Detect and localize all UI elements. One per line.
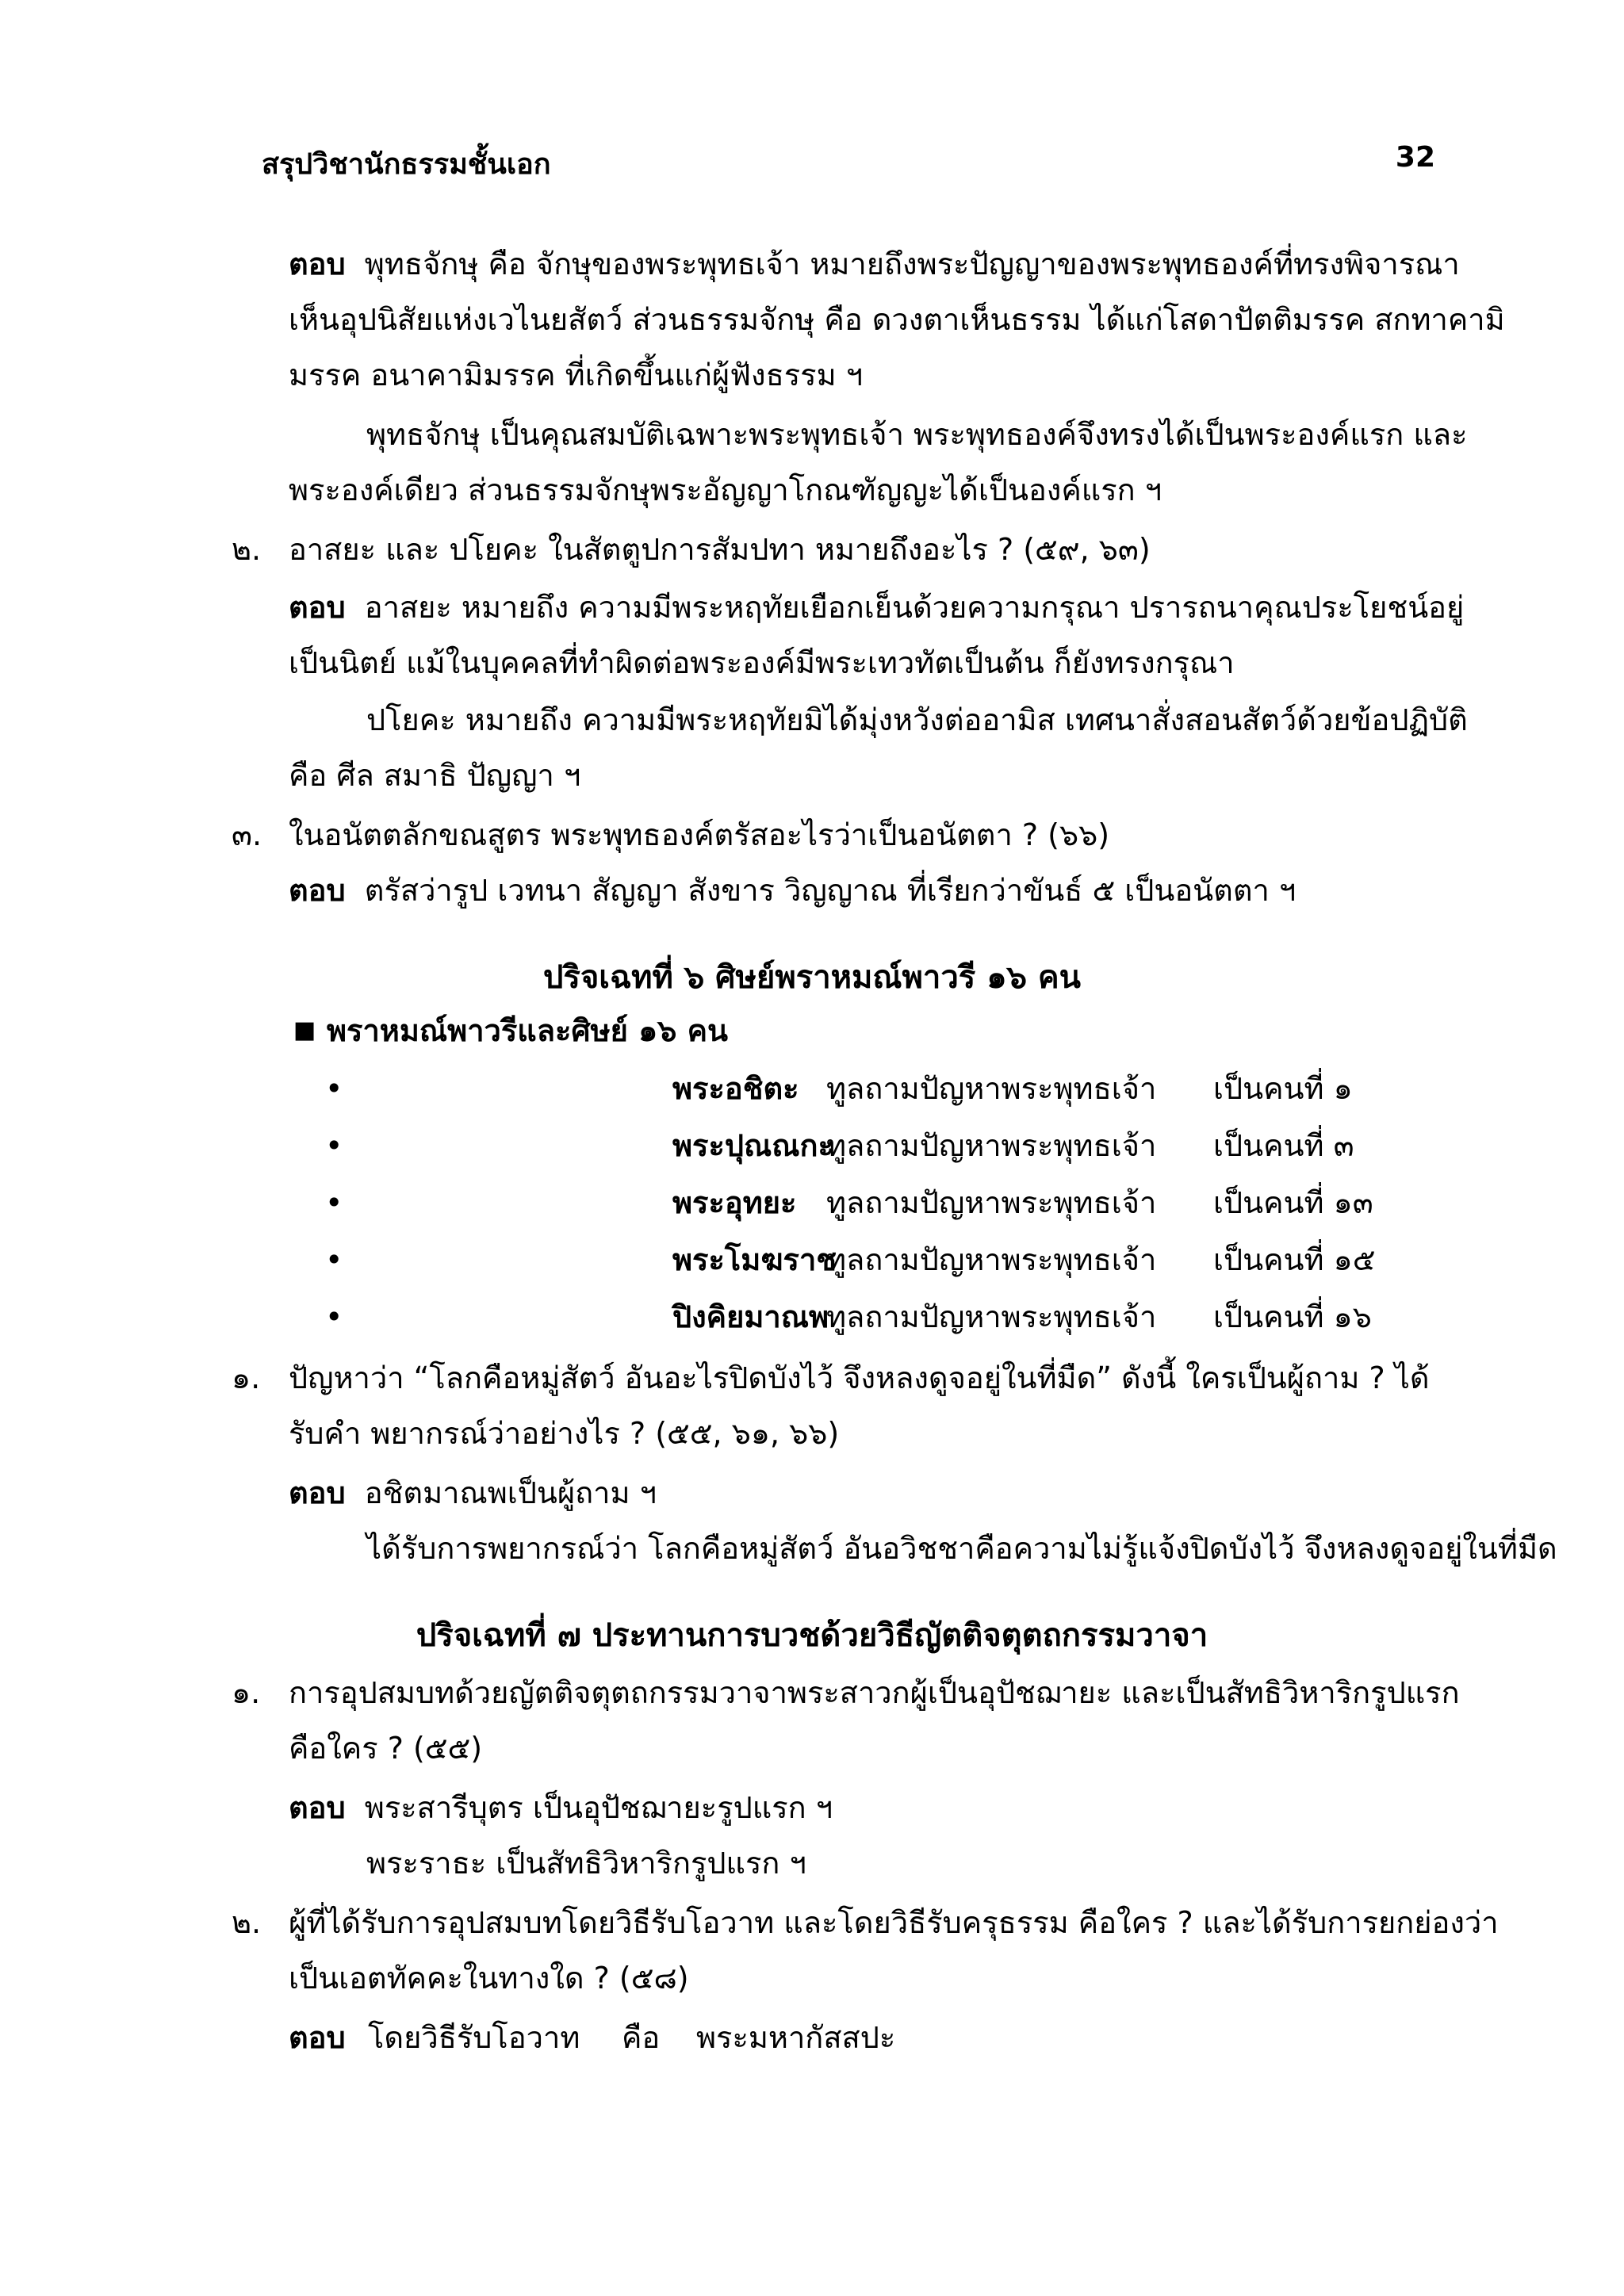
answer-text: ปโยคะ หมายถึง ความมีพระหฤทัยมิได้มุ่งหวังต่ออามิส เทศนาสั่งสอนสัตว์ด้วยข้อปฏิบัติ bbox=[366, 702, 1468, 737]
chapter-7-heading: ปริจเฉทที่ ๗ ประทานการบวชด้วยวิธีญัตติจตุตถกรรมวาจา bbox=[416, 1617, 1208, 1654]
student-order: เป็นคนที่ ๑๖ bbox=[1213, 1299, 1372, 1334]
student-question: ทูลถามปัญหาพระพุทธเจ้า bbox=[826, 1242, 1157, 1277]
list-item bbox=[325, 1181, 1373, 1225]
answer-label: ตอบ bbox=[289, 873, 346, 908]
list-item bbox=[325, 1123, 1354, 1168]
student-question: ทูลถามปัญหาพระพุทธเจ้า bbox=[826, 1071, 1157, 1106]
answer-person: พระมหากัสสปะ bbox=[696, 2020, 896, 2055]
bullet-icon: • bbox=[325, 1299, 343, 1334]
student-order: เป็นคนที่ ๑๓ bbox=[1213, 1185, 1373, 1220]
page-number: 32 bbox=[1395, 141, 1435, 174]
student-name: พระปุณณกะ bbox=[672, 1128, 834, 1163]
bullet-icon: • bbox=[325, 1128, 343, 1163]
answer-text: พระราธะ เป็นสัทธิวิหาริกรูปแรก ฯ bbox=[366, 1846, 806, 1881]
answer-text: เป็นนิตย์ แม้ในบุคคลที่ทำผิดต่อพระองค์มีพระเทวทัตเป็นต้น ก็ยังทรงกรุณา bbox=[289, 645, 1235, 680]
answer-text: พุทธจักษุ เป็นคุณสมบัติเฉพาะพระพุทธเจ้า พระพุทธองค์จึงทรงได้เป็นพระองค์แรก และ bbox=[366, 417, 1468, 452]
bullet-icon: • bbox=[325, 1242, 343, 1277]
answer-line bbox=[289, 585, 1464, 629]
answer-text: ตรัสว่ารูป เวทนา สัญญา สังขาร วิญญาณ ที่เรียกว่าขันธ์ ๕ เป็นอนัตตา ฯ bbox=[364, 873, 1297, 908]
answer-text: มรรค อนาคามิมรรค ที่เกิดขึ้นแก่ผู้ฟังธรรม ฯ bbox=[289, 358, 864, 392]
answer-text: ได้รับการพยากรณ์ว่า โลกคือหมู่สัตว์ อันอวิชชาคือความไม่รู้แจ้งปิดบังไว้ จึงหลงดูจอยู่ในที่มืด bbox=[366, 1531, 1557, 1566]
answer-label: ตอบ bbox=[289, 1790, 346, 1825]
question-number: ๓. bbox=[232, 817, 262, 852]
answer-label: ตอบ bbox=[289, 590, 346, 625]
answer-text: เห็นอุปนิสัยแห่งเวไนยสัตว์ ส่วนธรรมจักษุ คือ ดวงตาเห็นธรรม ได้แก่โสดาปัตติมรรค สกทาคามิ bbox=[289, 302, 1505, 337]
question-number: ๒. bbox=[232, 532, 262, 567]
student-name: พระโมฆราช bbox=[672, 1242, 837, 1277]
bullet-icon: • bbox=[325, 1071, 343, 1106]
answer-text: อาสยะ หมายถึง ความมีพระหฤทัยเยือกเย็นด้วยความกรุณา ปรารถนาคุณประโยชน์อยู่ bbox=[364, 590, 1465, 625]
bullet-icon: • bbox=[325, 1185, 343, 1220]
question-text: รับคำ พยากรณ์ว่าอย่างไร ? (๕๕, ๖๑, ๖๖) bbox=[289, 1416, 840, 1451]
answer-text: คือ ศีล สมาธิ ปัญญา ฯ bbox=[289, 758, 581, 793]
question-text: เป็นเอตทัคคะในทางใด ? (๕๘) bbox=[289, 1961, 689, 1996]
answer-method: โดยวิธีรับโอวาท bbox=[368, 2020, 580, 2055]
answer-line bbox=[289, 868, 1296, 913]
question-text: คือใคร ? (๕๕) bbox=[289, 1731, 483, 1766]
list-item bbox=[325, 1295, 1372, 1339]
answer-label: ตอบ bbox=[289, 1475, 346, 1510]
student-question: ทูลถามปัญหาพระพุทธเจ้า bbox=[826, 1128, 1157, 1163]
answer-text: พระสารีบุตร เป็นอุปัชฌายะรูปแรก ฯ bbox=[364, 1790, 833, 1825]
running-header-title: สรุปวิชานักธรรมชั้นเอก bbox=[262, 148, 551, 181]
question-number: ๑. bbox=[232, 1360, 261, 1395]
chapter-6-subheading: พราหมณ์พาวรีและศิษย์ ๑๖ คน bbox=[327, 1013, 729, 1048]
answer-text: พุทธจักษุ คือ จักษุของพระพุทธเจ้า หมายถึงพระปัญญาของพระพุทธองค์ที่ทรงพิจารณา bbox=[364, 247, 1460, 281]
question-text: อาสยะ และ ปโยคะ ในสัตตูปการสัมปทา หมายถึงอะไร ? (๕๙, ๖๓) bbox=[289, 532, 1151, 567]
answer-text: อชิตมาณพเป็นผู้ถาม ฯ bbox=[364, 1475, 657, 1510]
question-text: ในอนัตตลักขณสูตร พระพุทธองค์ตรัสอะไรว่าเป็นอนัตตา ? (๖๖) bbox=[289, 817, 1110, 852]
question-text: ผู้ที่ได้รับการอุปสมบทโดยวิธีรับโอวาท และโดยวิธีรับครุธรรม คือใคร ? และได้รับการยกย่องว่า bbox=[289, 1905, 1499, 1940]
student-order: เป็นคนที่ ๑ bbox=[1213, 1071, 1353, 1106]
student-name: พระอชิตะ bbox=[672, 1071, 799, 1106]
chapter-6-heading: ปริจเฉทที่ ๖ ศิษย์พราหมณ์พาวรี ๑๖ คน bbox=[542, 959, 1082, 996]
question-number: ๑. bbox=[232, 1675, 261, 1710]
answer-label: ตอบ bbox=[289, 247, 346, 281]
student-name: พระอุทยะ bbox=[672, 1185, 797, 1220]
list-item bbox=[325, 1238, 1376, 1282]
question-number: ๒. bbox=[232, 1905, 262, 1940]
answer-label: ตอบ bbox=[289, 2020, 346, 2055]
student-question: ทูลถามปัญหาพระพุทธเจ้า bbox=[826, 1299, 1157, 1334]
answer-text: พระองค์เดียว ส่วนธรรมจักษุพระอัญญาโกณฑัญญะได้เป็นองค์แรก ฯ bbox=[289, 473, 1162, 507]
student-order: เป็นคนที่ ๑๕ bbox=[1213, 1242, 1376, 1277]
answer-line bbox=[289, 1785, 833, 1830]
square-bullet-icon: ■ bbox=[293, 1016, 316, 1044]
answer-line bbox=[289, 1471, 657, 1515]
answer-line bbox=[289, 242, 1460, 286]
student-order: เป็นคนที่ ๓ bbox=[1213, 1128, 1354, 1163]
question-text: การอุปสมบทด้วยญัตติจตุตถกรรมวาจาพระสาวกผู้เป็นอุปัชฌายะ และเป็นสัทธิวิหาริกรูปแรก bbox=[289, 1675, 1460, 1710]
answer-is: คือ bbox=[622, 2020, 661, 2055]
student-name: ปิงคิยมาณพ bbox=[672, 1299, 829, 1334]
student-question: ทูลถามปัญหาพระพุทธเจ้า bbox=[826, 1185, 1157, 1220]
question-text: ปัญหาว่า “โลกคือหมู่สัตว์ อันอะไรปิดบังไว้ จึงหลงดูจอยู่ในที่มืด” ดังนี้ ใครเป็นผู้ถาม ? ได้ bbox=[289, 1360, 1430, 1395]
list-item bbox=[325, 1066, 1353, 1111]
